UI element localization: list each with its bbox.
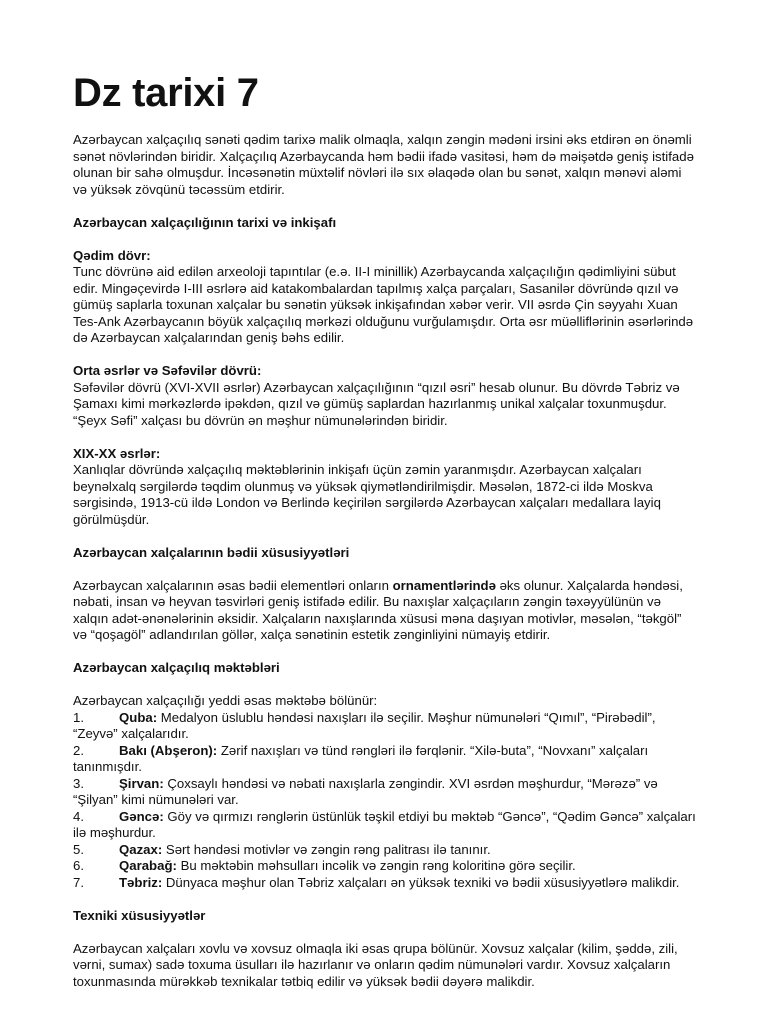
list-item: 2. Bakı (Abşeron): Zərif naxışları və tünd rəngləri ilə fərqlənir. “Xilə-buta”, “Novxanı” xalçaları tanınmışdır. <box>73 742 649 774</box>
artistic-text-bold: ornamentlərində <box>392 577 496 593</box>
history-heading: Azərbaycan xalçaçılığının tarixi və inkişafı <box>73 214 337 230</box>
schools-list <box>73 710 698 892</box>
intro-paragraph: Azərbaycan xalçaçılıq sənəti qədim tarixə malik olmaqla, xalqın zəngin mədəni irsini əks etdirən ən önəmli sənət növlərindən biridir. Xalçaçılıq Azərbaycanda həm bədii ifadə vasitəsi, həm də məişətdə geniş istifadə olunan bir sahə olmuşdur. İncəsənətin müxtəlif növləri ilə sıx əlaqədə olan bu sənət, xalqın mənəvi aləmi və yüksək zövqünü təcəssüm etdirir. <box>73 132 694 197</box>
ancient-period-text: Tunc dövrünə aid edilən arxeoloji tapıntılar (e.ə. II-I minillik) Azərbaycanda xalçaçılığın qədimliyini sübut edir. Mingəçevirdə I-III əsrlərə aid katakombalardan tapılmış xalça parçaları, Sasanilər dövründə qızıl və gümüş saplarla toxunan xalçalar bu sənətin yüksək inkişafından xəbər verir. VII əsrdə Çin səyyahı Xuan Tes-Ank Azərbaycanın böyük xalçaçılıq mərkəzi olduğunu vurğulamışdır. Orta əsr müəlliflərinin əsərlərində də Azərbaycan xalçalarından geniş bəhs edilir. <box>73 264 694 345</box>
school-name: Şirvan: <box>119 775 164 791</box>
school-name: Gəncə: <box>119 808 164 824</box>
school-description: Zərif naxışları və tünd rəngləri ilə fərqlənir. “Xilə-buta”, “Novxanı” xalçaları tanınmışdır. <box>73 742 649 774</box>
school-description: Medalyon üslublu həndəsi naxışları ilə seçilir. Məşhur nümunələri “Qımıl”, “Pirəbədil”, “Zeyvə” xalçalarıdır. <box>73 709 656 741</box>
school-name: Qarabağ: <box>119 858 177 873</box>
school-name: Quba: <box>119 709 158 725</box>
schools-heading: Azərbaycan xalçaçılıq məktəbləri <box>73 660 280 675</box>
school-name: Bakı (Abşeron): <box>119 742 218 758</box>
technical-text: Azərbaycan xalçaları xovlu və xovsuz olmaqla iki əsas qrupa bölünür. Xovsuz xalçalar (kilim, şəddə, zili, vərni, sumax) sadə toxuma üsulları ilə hazırlanır və onların qədim nümunələri vardır. Xovsuz xalçaların toxunmasında mürəkkəb texnikalar tətbiq edilir və yüksək bədii dəyərə malikdir. <box>73 940 678 989</box>
artistic-text-start: Azərbaycan xalçalarının əsas bədii elementləri onların <box>73 577 393 593</box>
school-description: Bu məktəbin məhsulları incəlik və zəngin rəng koloritinə görə seçilir. <box>176 858 576 873</box>
schools-intro: Azərbaycan xalçaçılığı yeddi əsas məktəbə bölünür: <box>73 693 378 708</box>
list-item: 5. Qazax: Sərt həndəsi motivlər və zəngin rəng palitrası ilə tanınır. <box>73 841 491 857</box>
artistic-features-heading: Azərbaycan xalçalarının bədii xüsusiyyətləri <box>73 544 350 560</box>
artistic-text-end: əks olunur. Xalçalarda həndəsi, nəbati, insan və heyvan təsvirləri geniş istifadə edilir. Bu naxışlar xalçaçıların zəngin təxəyyülünün və xalqın adət-ənənələrinin əksidir. Xalçaların naxışlarında xüsusi məna daşıyan motivlər, məsələn, “təkgöl” və “qoşagöl” adlandırılan göllər, xalça sənətinin estetik zənginliyini nümayiş etdirir. <box>73 577 683 642</box>
school-description: Dünyaca məşhur olan Təbriz xalçaları ən yüksək texniki və bədii xüsusiyyətlərə malikdir. <box>162 874 680 890</box>
list-item: 3. Şirvan: Çoxsaylı həndəsi və nəbati naxışlarla zəngindir. XVI əsrdən məşhurdur, “Mərəzə” və “Şilyan” kimi nümunələri var. <box>73 775 658 807</box>
school-name: Təbriz: <box>119 874 163 890</box>
list-item: 6. Qarabağ: Bu məktəbin məhsulları incəlik və zəngin rəng koloritinə görə seçilir. <box>73 858 576 873</box>
artistic-features-text <box>73 578 698 644</box>
medieval-period-heading: Orta əsrlər və Səfəvilər dövrü: <box>73 363 262 378</box>
list-item: 4. Gəncə: Göy və qırmızı rənglərin üstünlük təşkil etdiyi bu məktəb “Gəncə”, “Qədim Gəncə” xalçaları ilə məşhurdur. <box>73 808 696 840</box>
technical-heading: Texniki xüsusiyyətlər <box>73 907 206 923</box>
school-description: Çoxsaylı həndəsi və nəbati naxışlarla zəngindir. XVI əsrdən məşhurdur, “Mərəzə” və “Şilyan” kimi nümunələri var. <box>73 775 658 807</box>
modern-period-text: Xanlıqlar dövründə xalçaçılıq məktəblərinin inkişafı üçün zəmin yaranmışdır. Azərbaycan xalçaları beynəlxalq sərgilərdə təqdim olunmuş və yüksək qiymətləndirilmişdir. Məsələn, 1872-ci ildə Moskva sərgisində, 1913-cü ildə London və Berlində keçirilən sərgilərdə Azərbaycan xalçaları medallara layiq görülmüşdür. <box>73 462 661 527</box>
school-description: Göy və qırmızı rənglərin üstünlük təşkil etdiyi bu məktəb “Gəncə”, “Qədim Gəncə” xalçaları ilə məşhurdur. <box>73 808 696 840</box>
list-item: 1. Quba: Medalyon üslublu həndəsi naxışları ilə seçilir. Məşhur nümunələri “Qımıl”, “Pirəbədil”, “Zeyvə” xalçalarıdır. <box>73 709 656 741</box>
modern-period-heading: XIX-XX əsrlər: <box>73 445 161 461</box>
medieval-period-text: Səfəvilər dövrü (XVI-XVII əsrlər) Azərbaycan xalçaçılığının “qızıl əsri” hesab olunur. Bu dövrdə Təbriz və Şamaxı kimi mərkəzlərdə ipəkdən, qızıl və gümüş saplardan hazırlanmış unikal xalçalar toxunmuşdur. “Şeyx Səfi” xalçası bu dövrün ən məşhur nümunələrindən biridir. <box>73 379 680 428</box>
document-title: Dz tarixi 7 <box>73 71 259 115</box>
list-item: 7. Təbriz: Dünyaca məşhur olan Təbriz xalçaları ən yüksək texniki və bədii xüsusiyyətlərə malikdir. <box>73 874 680 890</box>
ancient-period-heading: Qədim dövr: <box>73 247 151 263</box>
school-description: Sərt həndəsi motivlər və zəngin rəng palitrası ilə tanınır. <box>162 841 491 857</box>
school-name: Qazax: <box>119 841 163 857</box>
